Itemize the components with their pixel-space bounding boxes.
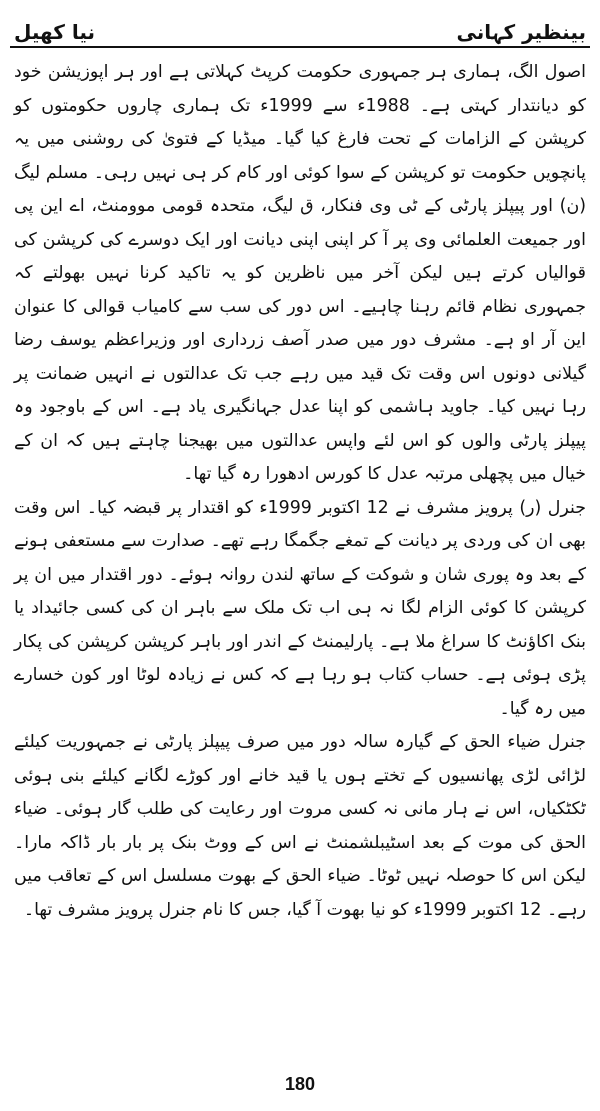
paragraph-2: جنرل (ر) پرویز مشرف نے 12 اکتوبر 1999ء کو اقتدار پر قبضہ کیا۔ اس وقت بھی ان کی وردی پر دیانت کے تمغے جگمگا رہے تھے۔ صدارت سے مستعفی ہونے کے بعد وہ پوری شان و شوکت کے ساتھ لندن روانہ ہوئے۔ دور اقتدار میں ان پر کرپشن کا کوئی الزام لگا نہ ہی اب تک ملک سے باہر ان کی کسی جائیداد یا بنک اکاؤنٹ کا سراغ ملا ہے۔ پارلیمنٹ کے اندر اور باہر کرپشن کرپشن کی پکار پڑی ہوئی ہے۔ حساب کتاب ہو رہا ہے کہ کس نے زیادہ لوٹا اور کون خسارے میں رہ گیا۔: [14, 497, 586, 719]
page-number: 180: [284, 1074, 316, 1094]
paragraph-1: اصول الگ، ہماری ہر جمہوری حکومت کرپٹ کہلاتی ہے اور ہر اپوزیشن خود کو دیانتدار کہتی ہے۔ 1988ء سے 1999ء تک ہماری چاروں حکومتوں کو کرپشن کے الزامات کے تحت فارغ کیا گیا۔ میڈیا کے فتویٰ کی روشنی میں یہ پانچویں حکومت تو کرپشن کے سوا کوئی اور کام کر ہی نہیں رہی۔ مسلم لیگ (ن) اور پیپلز پارٹی کے ٹی وی فنکار، ق لیگ، متحدہ قومی موومنٹ، اے این پی اور جمیعت العلمائی وی پر آ کر اپنی اپنی دیانت اور ایک دوسرے کی کرپشن کی قوالیاں کرتے ہیں لیکن آخر میں ناظرین کو یہ تاکید کرنا نہیں بھولتے کہ جمہوری نظام قائم رہنا چاہیے۔ اس دور کی سب سے کامیاب قوالی کا عنوان این آر او ہے۔ مشرف دور میں صدر آصف زرداری اور وزیراعظم یوسف رضا گیلانی دونوں اس وقت تک قید میں رہے جب تک عدالتوں نے انہیں ضمانت پر رہا نہیں کیا۔ جاوید ہاشمی کو اپنا عدل جہانگیری یاد ہے۔ اس کے باوجود وہ پیپلز پارٹی والوں کو اس لئے واپس عدالتوں میں بھیجنا چاہتے ہیں کہ ان کے خیال میں پچھلی مرتبہ عدل کا کورس ادھورا رہ گیا تھا۔: [14, 62, 586, 484]
paragraph-3: جنرل ضیاء الحق کے گیارہ سالہ دور میں صرف پیپلز پارٹی نے جمہوریت کیلئے لڑائی لڑی پھانسیوں کے تختے ہوں یا قید خانے اور کوڑے لگانے کیلئے بنی ہوئی ٹکٹکیاں، اس نے ہار مانی نہ کسی مروت اور رعایت کی طلب گار ہوئی۔ ضیاء الحق کی موت کے بعد اسٹیبلشمنٹ نے اس کے ووٹ بنک پر بار بار ڈاکہ مارا۔ لیکن اس کا حوصلہ نہیں ٹوٹا۔ ضیاء الحق کے بھوت مسلسل اس کے تعاقب میں رہے۔ 12 اکتوبر 1999ء کو نیا بھوت آ گیا، جس کا نام جنرل پرویز مشرف تھا۔: [14, 732, 586, 920]
page-header: [14, 4, 586, 44]
header-divider: [10, 46, 590, 48]
book-title: بینظیر کہانی: [456, 20, 586, 44]
body-text: [14, 56, 586, 927]
chapter-title: نیا کھیل: [14, 20, 95, 44]
